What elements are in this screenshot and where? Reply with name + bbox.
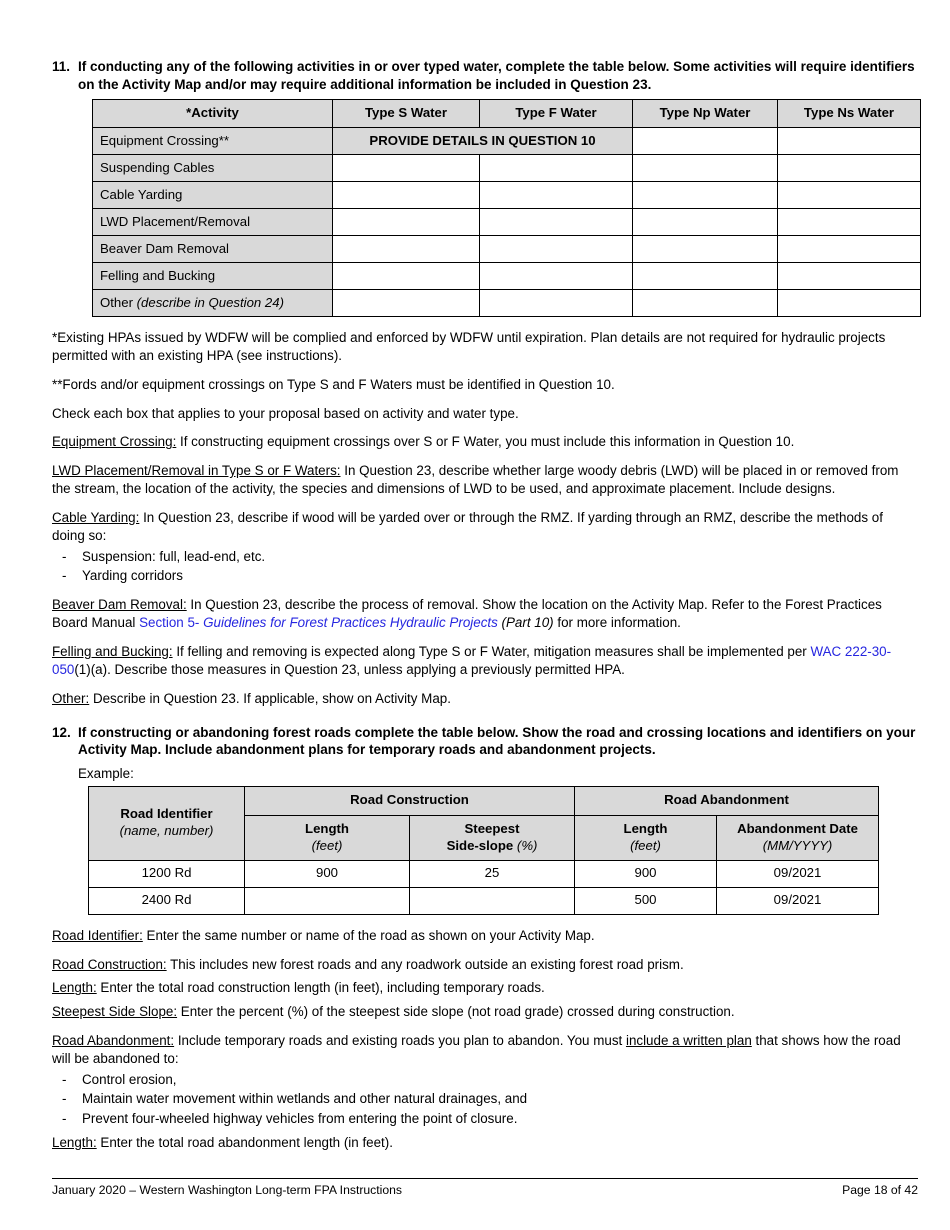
definition-length-abandonment bbox=[52, 1134, 918, 1152]
col-road-identifier-sub: (name, number) bbox=[119, 823, 214, 839]
list-item bbox=[52, 1089, 918, 1108]
checkbox-cell-ns[interactable] bbox=[778, 128, 921, 155]
checkbox-cell-np[interactable] bbox=[633, 236, 778, 263]
link-guidelines-hydraulic-projects[interactable]: Guidelines for Forest Practices Hydraulic Projects bbox=[203, 615, 498, 631]
dash-bullet-icon: - bbox=[62, 567, 67, 583]
cell-abandonment-length[interactable]: 500 bbox=[575, 887, 717, 914]
question-11-text: If conducting any of the following activities in or over typed water, complete the table below. Some activities will require identifiers on the Activity Map and/or may require additional information be included in Question 23. bbox=[78, 59, 915, 92]
dash-bullet-icon: - bbox=[62, 1071, 67, 1087]
col-construction-length-main: Length bbox=[305, 820, 349, 836]
list-item bbox=[52, 566, 918, 585]
table-row bbox=[93, 182, 921, 209]
footer-page-number: Page 18 of 42 bbox=[842, 1183, 918, 1197]
checkbox-cell-ns[interactable] bbox=[778, 155, 921, 182]
table-row bbox=[93, 155, 921, 182]
table-row bbox=[93, 128, 921, 155]
provide-details-merged-cell: PROVIDE DETAILS IN QUESTION 10 bbox=[333, 128, 633, 155]
question-12-text: If constructing or abandoning forest roads complete the table below. Show the road and crossing locations and identifiers on your Activity Map. Include abandonment plans for temporary roads and abandonment projects. bbox=[78, 724, 916, 758]
definition-road-abandonment-label: Road Abandonment: bbox=[52, 1033, 175, 1049]
table-row bbox=[93, 263, 921, 290]
activity-label-felling-and-bucking: Felling and Bucking bbox=[93, 263, 333, 290]
definition-road-abandonment bbox=[52, 1032, 918, 1068]
col-abandonment-date bbox=[717, 815, 879, 860]
definition-road-construction-text: This includes new forest roads and any roadwork outside an existing forest road prism. bbox=[166, 956, 684, 972]
beaver-dam-part-10: (Part 10) bbox=[497, 615, 554, 631]
definition-length-construction-label: Length: bbox=[52, 980, 97, 996]
cable-yarding-bullet-list bbox=[52, 547, 918, 586]
activity-label-beaver-dam-removal: Beaver Dam Removal bbox=[93, 236, 333, 263]
list-item bbox=[52, 1109, 918, 1128]
definition-beaver-dam-text-after: for more information. bbox=[553, 615, 681, 631]
checkbox-cell-np[interactable] bbox=[633, 155, 778, 182]
definition-beaver-dam-label: Beaver Dam Removal: bbox=[52, 597, 187, 613]
checkbox-cell-f[interactable] bbox=[480, 290, 633, 317]
activity-label-equipment-crossing: Equipment Crossing** bbox=[93, 128, 333, 155]
definition-length-abandonment-text: Enter the total road abandonment length (in feet). bbox=[96, 1135, 393, 1151]
definition-road-abandonment-text-after: that shows how the road will be abandoned to: bbox=[52, 1033, 901, 1066]
cell-construction-length[interactable]: 900 bbox=[245, 860, 410, 887]
definition-felling-bucking-label: Felling and Bucking: bbox=[52, 644, 173, 660]
definition-equipment-crossing-text: If constructing equipment crossings over S or F Water, you must include this information in Question 10. bbox=[176, 434, 795, 450]
list-item bbox=[52, 1070, 918, 1089]
list-item-label: Prevent four-wheeled highway vehicles from entering the point of closure. bbox=[82, 1110, 518, 1126]
definition-road-construction bbox=[52, 956, 918, 974]
table-row bbox=[93, 290, 921, 317]
cell-abandonment-date[interactable]: 09/2021 bbox=[717, 887, 879, 914]
list-item-label: Control erosion, bbox=[82, 1071, 177, 1087]
list-item-label: Suspension: full, lead-end, etc. bbox=[82, 548, 266, 564]
col-steepest-side-slope-main: Steepest bbox=[464, 820, 520, 836]
list-item bbox=[52, 547, 918, 566]
checkbox-cell-ns[interactable] bbox=[778, 236, 921, 263]
definition-felling-bucking-text-after: (1)(a). Describe those measures in Question 23, unless applying a previously permitted HPA. bbox=[74, 661, 625, 677]
list-item-label: Maintain water movement within wetlands and other natural drainages, and bbox=[82, 1091, 528, 1107]
definition-beaver-dam-text-before: In Question 23, describe the process of removal. Show the location on the Activity Map. Refer to the Forest Practices Board Manual bbox=[52, 597, 882, 631]
checkbox-cell-s[interactable] bbox=[333, 182, 480, 209]
col-construction-length bbox=[245, 815, 410, 860]
activity-table-header-row bbox=[93, 100, 921, 128]
footnote-fords-crossings: **Fords and/or equipment crossings on Type S and F Waters must be identified in Question 10. bbox=[52, 376, 615, 392]
cell-road-identifier[interactable]: 2400 Rd bbox=[89, 887, 245, 914]
definition-road-identifier bbox=[52, 927, 918, 945]
col-road-identifier bbox=[89, 786, 245, 860]
activity-water-type-table bbox=[92, 99, 921, 317]
table-row bbox=[93, 236, 921, 263]
cell-steepest-side-slope[interactable] bbox=[410, 887, 575, 914]
definition-other-label: Other: bbox=[52, 690, 90, 706]
note-check-each-box: Check each box that applies to your proposal based on activity and water type. bbox=[52, 405, 519, 421]
cell-construction-length[interactable] bbox=[245, 887, 410, 914]
definition-equipment-crossing-label: Equipment Crossing: bbox=[52, 434, 177, 450]
definition-lwd bbox=[52, 462, 918, 498]
checkbox-cell-ns[interactable] bbox=[778, 182, 921, 209]
col-steepest-side-slope-main2: Side-slope bbox=[446, 837, 517, 853]
page-content bbox=[52, 58, 918, 1163]
col-abandonment-length-sub: (feet) bbox=[630, 837, 661, 853]
col-road-identifier-main: Road Identifier bbox=[120, 806, 213, 822]
activity-label-suspending-cables: Suspending Cables bbox=[93, 155, 333, 182]
checkbox-cell-s[interactable] bbox=[333, 290, 480, 317]
activity-label-lwd-placement-removal: LWD Placement/Removal bbox=[93, 209, 333, 236]
page-footer bbox=[52, 1178, 918, 1199]
col-group-road-abandonment: Road Abandonment bbox=[575, 786, 879, 815]
checkbox-cell-np[interactable] bbox=[633, 182, 778, 209]
activity-label-other-text: Other bbox=[100, 294, 137, 310]
col-abandonment-date-main: Abandonment Date bbox=[737, 820, 858, 836]
dash-bullet-icon: - bbox=[62, 1091, 67, 1107]
definition-lwd-label: LWD Placement/Removal in Type S or F Waters: bbox=[52, 463, 341, 479]
col-type-ns-water: Type Ns Water bbox=[778, 100, 921, 128]
table-row bbox=[89, 860, 879, 887]
checkbox-cell-ns[interactable] bbox=[778, 290, 921, 317]
col-type-np-water: Type Np Water bbox=[633, 100, 778, 128]
checkbox-cell-np[interactable] bbox=[633, 290, 778, 317]
road-abandonment-bullet-list bbox=[52, 1070, 918, 1128]
checkbox-cell-s[interactable] bbox=[333, 236, 480, 263]
road-construction-abandonment-table bbox=[88, 786, 879, 915]
dash-bullet-icon: - bbox=[62, 548, 67, 564]
example-label: Example: bbox=[78, 765, 134, 781]
checkbox-cell-f[interactable] bbox=[480, 209, 633, 236]
definition-length-construction bbox=[52, 979, 918, 997]
link-wac-222-30-050[interactable]: WAC 222-30-050 bbox=[52, 644, 892, 677]
checkbox-cell-f[interactable] bbox=[480, 182, 633, 209]
road-table-group-header-row bbox=[89, 786, 879, 815]
definition-steepest-side-slope-text: Enter the percent (%) of the steepest side slope (not road grade) crossed during construction. bbox=[177, 1004, 735, 1020]
checkbox-cell-ns[interactable] bbox=[778, 263, 921, 290]
definition-other-text: Describe in Question 23. If applicable, show on Activity Map. bbox=[89, 690, 451, 706]
activity-label-cable-yarding: Cable Yarding bbox=[93, 182, 333, 209]
table-row bbox=[93, 209, 921, 236]
definition-felling-bucking-text-before: If felling and removing is expected along Type S or F Water, mitigation measures shall be implemented per bbox=[172, 644, 811, 660]
definition-other bbox=[52, 690, 918, 708]
question-11-number: 11. bbox=[52, 59, 71, 74]
definition-steepest-side-slope-label: Steepest Side Slope: bbox=[52, 1004, 178, 1020]
question-12-number: 12. bbox=[52, 724, 71, 740]
checkbox-cell-s[interactable] bbox=[333, 209, 480, 236]
footnote-existing-hpas: *Existing HPAs issued by WDFW will be complied and enforced by WDFW until expiration. Plan details are not required for hydraulic projects permitted with an existing HPA (see instructions). bbox=[52, 330, 886, 363]
cell-road-identifier[interactable]: 1200 Rd bbox=[89, 860, 245, 887]
activity-label-other bbox=[93, 290, 333, 317]
definition-cable-yarding-text: In Question 23, describe if wood will be yarded over or through the RMZ. If yarding through an RMZ, describe the methods of doing so: bbox=[52, 509, 883, 543]
col-type-f-water: Type F Water bbox=[480, 100, 633, 128]
col-abandonment-length bbox=[575, 815, 717, 860]
table-row bbox=[89, 887, 879, 914]
definition-lwd-text: In Question 23, describe whether large woody debris (LWD) will be placed in or removed from the stream, the location of the activity, the species and dimensions of LWD to be used, and approximate placement. Include designs. bbox=[52, 463, 899, 497]
footer-left-text: January 2020 – Western Washington Long-term FPA Instructions bbox=[52, 1183, 403, 1197]
definition-cable-yarding-label: Cable Yarding: bbox=[52, 509, 140, 525]
question-11 bbox=[52, 58, 918, 93]
col-construction-length-sub: (feet) bbox=[311, 837, 343, 853]
col-steepest-side-slope bbox=[410, 815, 575, 860]
col-abandonment-date-sub: (MM/YYYY) bbox=[762, 837, 833, 853]
col-type-s-water: Type S Water bbox=[333, 100, 480, 128]
definition-equipment-crossing bbox=[52, 433, 918, 451]
checkbox-cell-ns[interactable] bbox=[778, 209, 921, 236]
checkbox-cell-np[interactable] bbox=[633, 128, 778, 155]
definition-road-identifier-text: Enter the same number or name of the road as shown on your Activity Map. bbox=[142, 927, 595, 943]
checkbox-cell-np[interactable] bbox=[633, 263, 778, 290]
list-item-label: Yarding corridors bbox=[82, 567, 183, 583]
definition-length-construction-text: Enter the total road construction length (in feet), including temporary roads. bbox=[96, 980, 545, 996]
col-group-road-construction: Road Construction bbox=[245, 786, 575, 815]
cell-steepest-side-slope[interactable]: 25 bbox=[410, 860, 575, 887]
checkbox-cell-s[interactable] bbox=[333, 263, 480, 290]
checkbox-cell-f[interactable] bbox=[480, 155, 633, 182]
col-activity: *Activity bbox=[93, 100, 333, 128]
definition-road-identifier-label: Road Identifier: bbox=[52, 927, 143, 943]
definition-steepest-side-slope bbox=[52, 1003, 918, 1021]
link-section-5[interactable]: Section 5- bbox=[139, 615, 204, 631]
definition-road-abandonment-text-before: Include temporary roads and existing roads you plan to abandon. You must bbox=[174, 1033, 626, 1049]
col-abandonment-length-main: Length bbox=[623, 820, 668, 836]
definition-road-construction-label: Road Construction: bbox=[52, 956, 167, 972]
col-steepest-side-slope-unit: (%) bbox=[516, 837, 538, 853]
checkbox-cell-np[interactable] bbox=[633, 209, 778, 236]
definition-beaver-dam-removal bbox=[52, 596, 918, 632]
cell-abandonment-length[interactable]: 900 bbox=[575, 860, 717, 887]
definition-length-abandonment-label: Length: bbox=[52, 1135, 97, 1151]
col-steepest-side-slope-line2 bbox=[414, 838, 570, 855]
checkbox-cell-s[interactable] bbox=[333, 155, 480, 182]
checkbox-cell-f[interactable] bbox=[480, 236, 633, 263]
definition-felling-bucking bbox=[52, 643, 918, 679]
definition-road-abandonment-emphasis: include a written plan bbox=[625, 1033, 752, 1049]
cell-abandonment-date[interactable]: 09/2021 bbox=[717, 860, 879, 887]
question-12 bbox=[52, 724, 918, 759]
activity-label-other-note: (describe in Question 24) bbox=[136, 294, 284, 310]
definition-cable-yarding bbox=[52, 509, 918, 545]
checkbox-cell-f[interactable] bbox=[480, 263, 633, 290]
dash-bullet-icon: - bbox=[62, 1110, 67, 1126]
